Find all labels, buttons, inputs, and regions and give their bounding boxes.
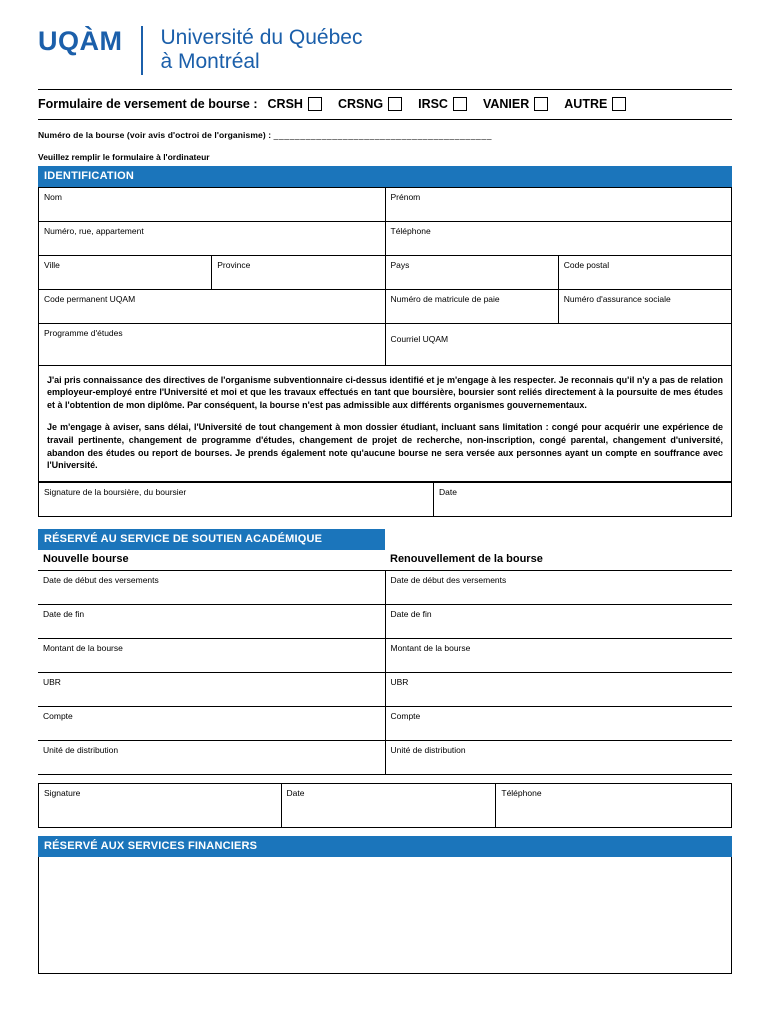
table-row [38, 740, 732, 774]
table-row [39, 221, 732, 255]
table-row [38, 672, 732, 706]
field-code-postal[interactable] [558, 255, 731, 289]
field-student-signature[interactable] [39, 483, 434, 517]
field-staff-telephone[interactable] [496, 783, 732, 827]
label-unite-nouvelle: Unité de distribution [43, 744, 119, 755]
agency-label-crsng: CRSNG [337, 96, 384, 111]
section-spacer [38, 517, 732, 529]
instruction-text: Veuillez remplir le formulaire à l'ordinateur [38, 151, 210, 162]
field-province[interactable] [212, 255, 385, 289]
bourse-number-input[interactable]: _________________________________________ [273, 129, 493, 140]
field-unite-renouv[interactable] [385, 740, 732, 774]
agency-label-vanier: VANIER [482, 96, 530, 111]
label-compte-nouvelle: Compte [43, 710, 73, 721]
table-row [38, 550, 732, 570]
label-code-postal: Code postal [563, 259, 610, 270]
field-telephone[interactable] [385, 221, 732, 255]
agency-label-crsh: CRSH [267, 96, 303, 111]
label-matricule-paie: Numéro de matricule de paie [390, 293, 500, 304]
field-compte-nouvelle[interactable] [38, 706, 385, 740]
field-staff-date[interactable] [281, 783, 496, 827]
logo-divider [141, 26, 143, 75]
page-title: Formulaire de versement de bourse : [38, 96, 258, 111]
field-student-date[interactable] [434, 483, 732, 517]
agency-label-irsc: IRSC [418, 96, 448, 111]
financial-services-box[interactable] [38, 857, 732, 974]
table-row [39, 783, 732, 827]
label-montant-renouv: Montant de la bourse [390, 642, 471, 653]
field-staff-signature[interactable] [39, 783, 282, 827]
field-date-debut-renouv[interactable] [385, 570, 732, 604]
agency-option-crsh[interactable] [268, 97, 322, 111]
field-pays[interactable] [385, 255, 558, 289]
field-nas[interactable] [558, 289, 731, 323]
field-unite-nouvelle[interactable] [38, 740, 385, 774]
label-prenom: Prénom [390, 191, 421, 202]
academic-service-banner: RÉSERVÉ AU SERVICE DE SOUTIEN ACADÉMIQUE [38, 529, 385, 550]
field-date-debut-nouvelle[interactable] [38, 570, 385, 604]
label-staff-signature: Signature [44, 787, 81, 798]
label-courriel: Courriel UQAM [390, 333, 449, 344]
agency-option-vanier[interactable] [483, 97, 548, 111]
label-date-debut-renouv: Date de début des versements [390, 574, 507, 585]
column-header-nouvelle-bourse: Nouvelle bourse [38, 550, 385, 570]
label-programme: Programme d'études [44, 327, 123, 338]
label-code-permanent: Code permanent UQAM [44, 293, 136, 304]
field-programme[interactable] [39, 323, 386, 365]
checkbox-irsc[interactable] [453, 97, 467, 111]
uqam-logo [38, 26, 732, 75]
table-row [38, 570, 732, 604]
table-row [38, 604, 732, 638]
label-adresse: Numéro, rue, appartement [44, 225, 144, 236]
label-nom: Nom [44, 191, 62, 202]
bourse-number-label: Numéro de la bourse (voir avis d'octroi de l'organisme) : [38, 129, 272, 140]
table-row [38, 638, 732, 672]
label-date-debut-nouvelle: Date de début des versements [43, 574, 159, 585]
table-row [38, 706, 732, 740]
legal-paragraph-1: J'ai pris connaissance des directives de l'organisme subventionnaire ci-dessus identifié et je m'engage à les respecter. Je reconnais qu'il n'y a pas de relation employeur-employé entre l'Université et moi et que les travaux effectués en tant que boursière, boursier sont reliés directement à la poursuite de mes études et à l'obtention de mon diplôme. Par conséquent, la bourse n'est pas admissible aux différents organismes gouvernementaux. [47, 374, 723, 411]
academic-service-table [38, 550, 732, 775]
section-spacer-small [38, 775, 732, 783]
form-title-row [38, 90, 732, 120]
field-matricule-paie[interactable] [385, 289, 558, 323]
field-code-permanent[interactable] [39, 289, 386, 323]
agency-option-crsng[interactable] [338, 97, 402, 111]
legal-text [38, 366, 732, 482]
table-row [39, 289, 732, 323]
label-staff-date: Date [286, 787, 305, 798]
field-ubr-renouv[interactable] [385, 672, 732, 706]
checkbox-crsng[interactable] [388, 97, 402, 111]
financial-services-banner: RÉSERVÉ AUX SERVICES FINANCIERS [38, 836, 732, 857]
label-ubr-renouv: UBR [390, 676, 409, 687]
agency-option-irsc[interactable] [418, 97, 467, 111]
student-signature-table [38, 482, 732, 517]
field-date-fin-renouv[interactable] [385, 604, 732, 638]
label-unite-renouv: Unité de distribution [390, 744, 466, 755]
checkbox-crsh[interactable] [308, 97, 322, 111]
label-pays: Pays [390, 259, 410, 270]
legal-paragraph-2: Je m'engage à aviser, sans délai, l'Université de tout changement à mon dossier étudiant, incluant sans limitation : congé pour acquérir une expérience de travail pertinente, changement de programme d'études, changement de projet de recherche, non-inscription, congé parental, changement d'université, abandon des études ou report de bourses. Je prends également note qu'aucune bourse ne sera versée aux personnes ayant un compte en souffrance avec l'Université. [47, 422, 723, 471]
table-row [39, 255, 732, 289]
uqam-wordmark: UQÀM [38, 26, 123, 56]
field-courriel[interactable] [385, 323, 732, 365]
label-date-fin-nouvelle: Date de fin [43, 608, 85, 619]
table-row [39, 323, 732, 365]
label-student-signature: Signature de la boursière, du boursier [44, 487, 187, 498]
section-spacer-small-2 [38, 828, 732, 836]
field-montant-nouvelle[interactable] [38, 638, 385, 672]
label-nas: Numéro d'assurance sociale [563, 293, 671, 304]
label-montant-nouvelle: Montant de la bourse [43, 642, 123, 653]
label-staff-telephone: Téléphone [501, 787, 542, 798]
checkbox-autre[interactable] [612, 97, 626, 111]
field-adresse[interactable] [39, 221, 386, 255]
university-name [161, 26, 363, 75]
table-row [39, 483, 732, 517]
field-montant-renouv[interactable] [385, 638, 732, 672]
column-header-renouvellement: Renouvellement de la bourse [385, 550, 732, 570]
field-prenom[interactable] [385, 187, 732, 221]
checkbox-vanier[interactable] [534, 97, 548, 111]
field-date-fin-nouvelle[interactable] [38, 604, 385, 638]
label-compte-renouv: Compte [390, 710, 421, 721]
agency-option-autre[interactable] [564, 97, 626, 111]
label-province: Province [217, 259, 251, 270]
table-row [39, 187, 732, 221]
field-ubr-nouvelle[interactable] [38, 672, 385, 706]
label-student-date: Date [439, 487, 457, 498]
bourse-number-row [38, 130, 732, 140]
label-ville: Ville [44, 259, 60, 270]
identification-banner: IDENTIFICATION [38, 166, 732, 187]
staff-signature-table [38, 783, 732, 828]
field-ville[interactable] [39, 255, 212, 289]
field-nom[interactable] [39, 187, 386, 221]
label-telephone: Téléphone [390, 225, 431, 236]
university-name-line1: Université du Québec [160, 26, 363, 49]
field-compte-renouv[interactable] [385, 706, 732, 740]
university-name-line2: à Montréal [160, 50, 260, 74]
identification-table [38, 187, 732, 366]
agency-label-autre: AUTRE [564, 96, 608, 111]
label-ubr-nouvelle: UBR [43, 676, 61, 687]
label-date-fin-renouv: Date de fin [390, 608, 432, 619]
